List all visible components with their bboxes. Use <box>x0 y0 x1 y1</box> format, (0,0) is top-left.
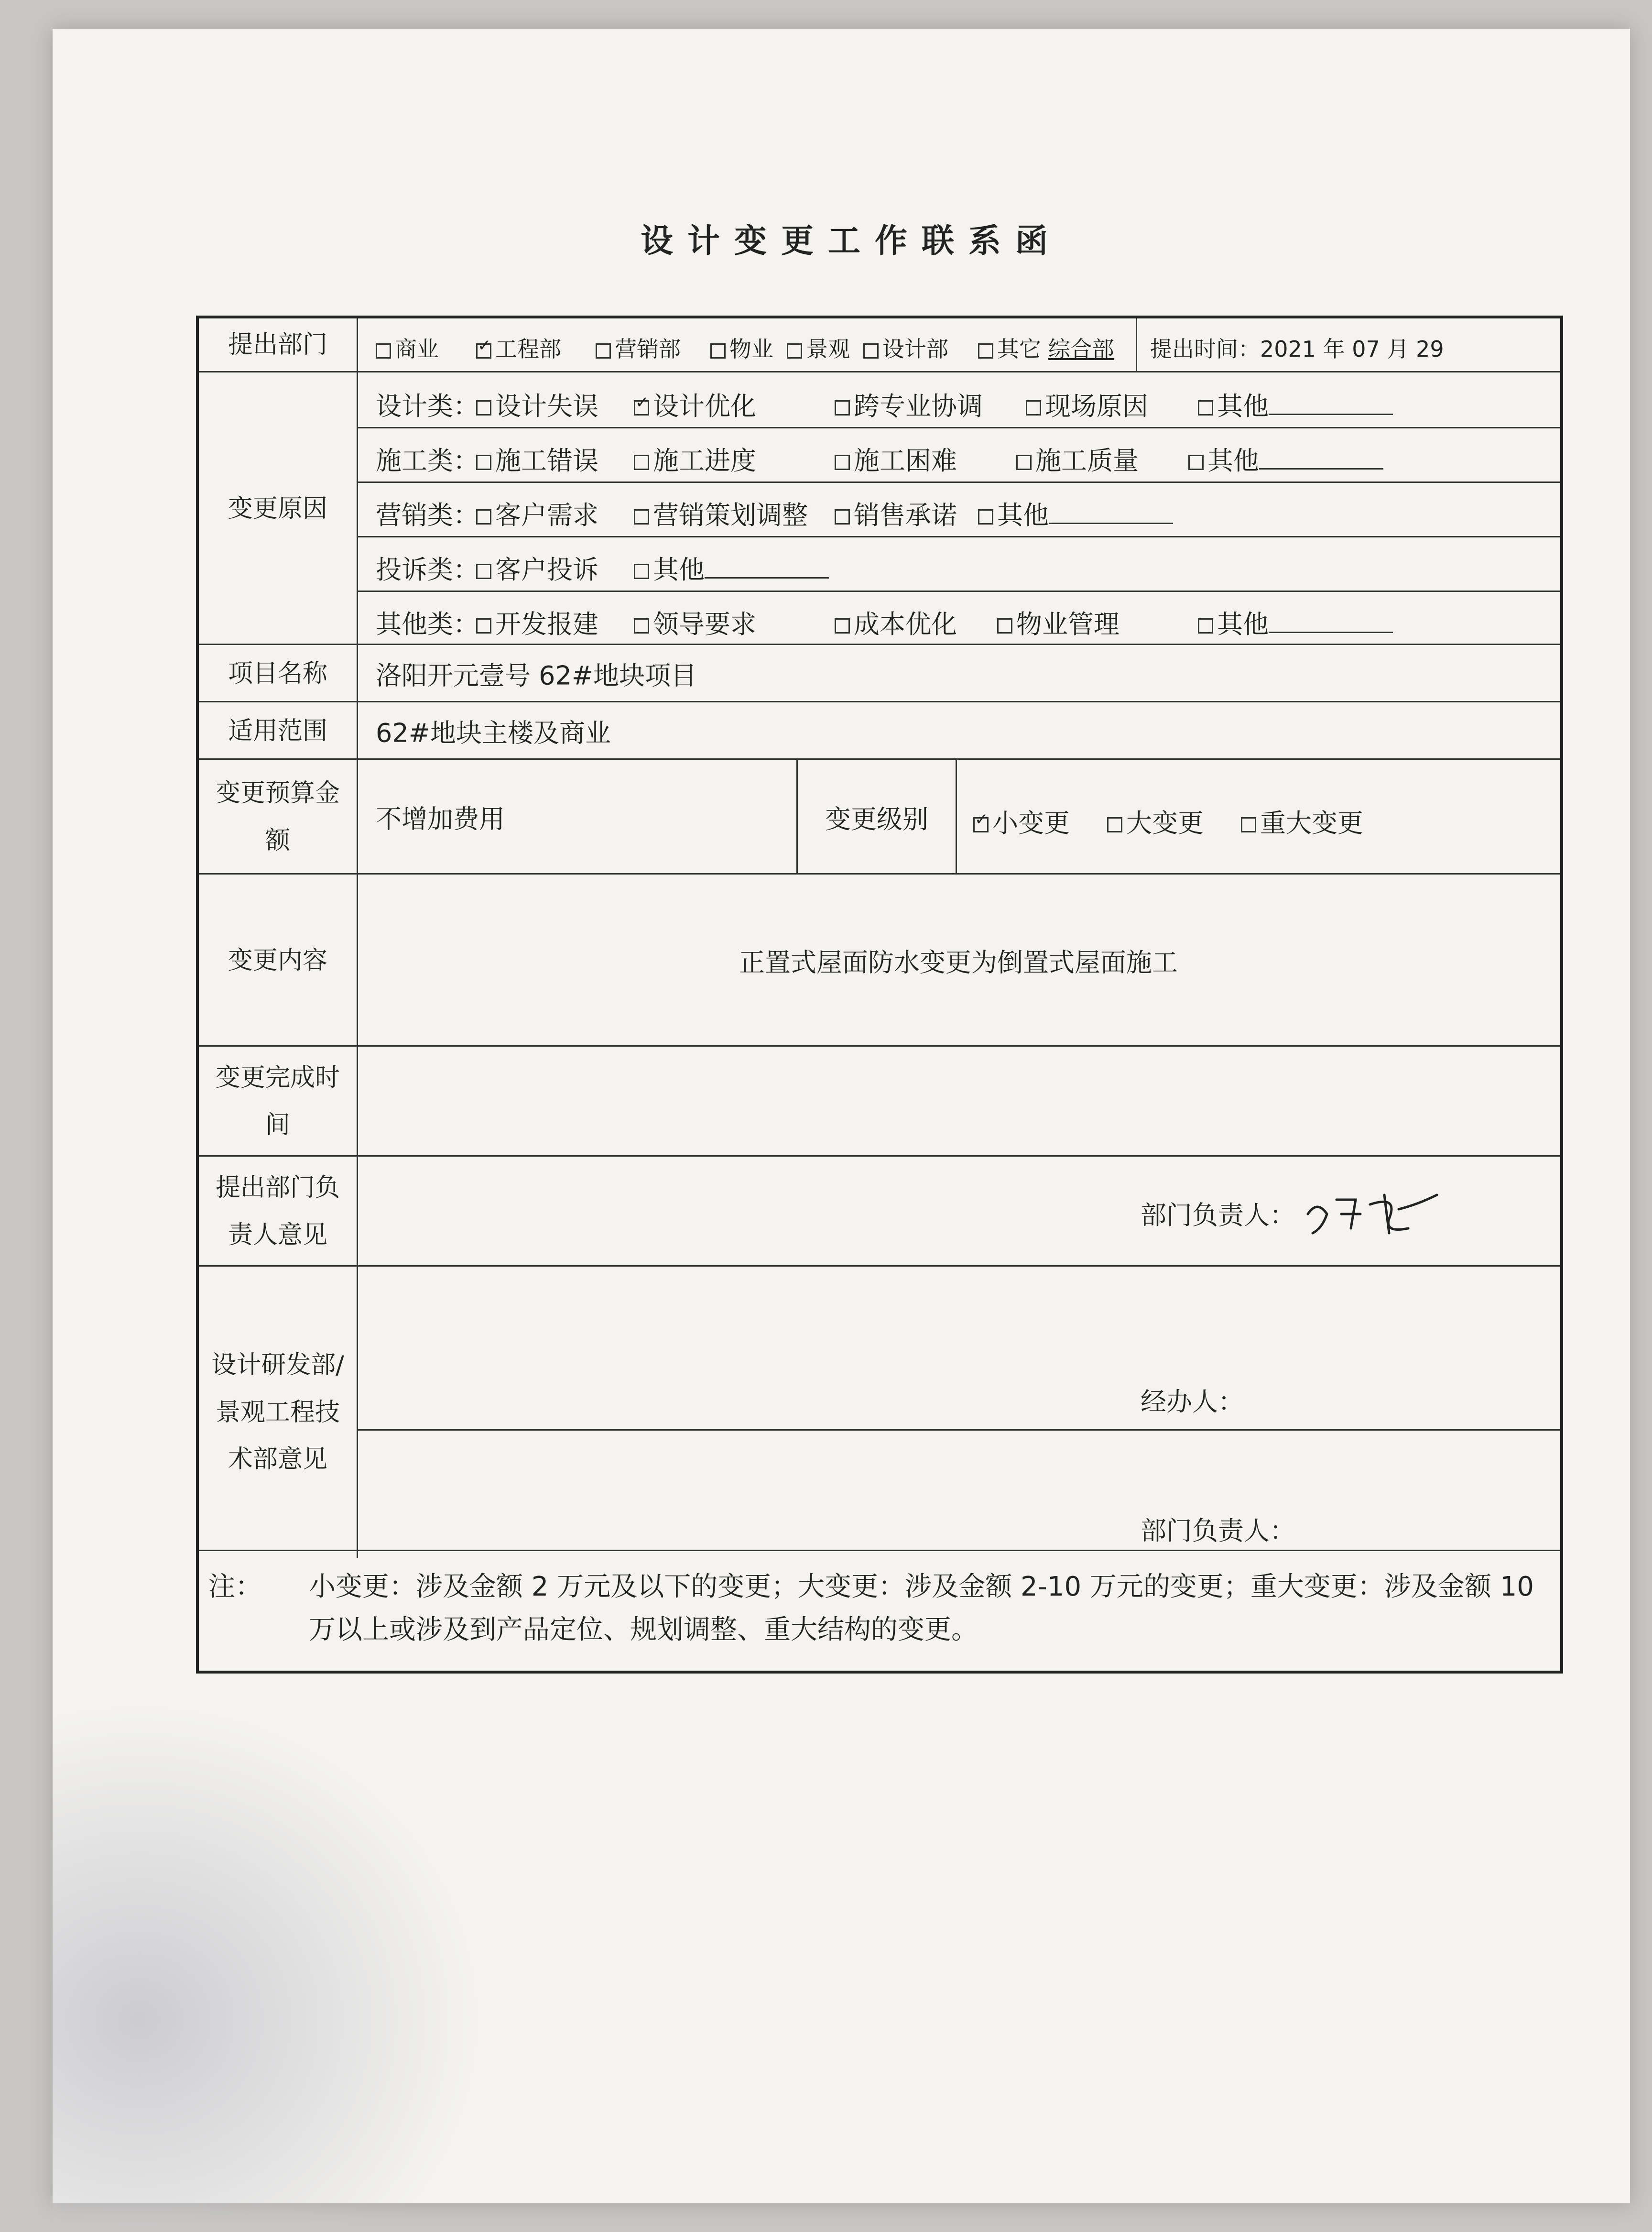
reason-option[interactable]: 物业管理 <box>997 604 1119 641</box>
checkbox-icon <box>634 564 649 579</box>
checkbox-icon <box>835 509 850 525</box>
checkbox-icon <box>835 618 850 634</box>
checkbox-checked-icon <box>634 400 649 416</box>
opinion-divider <box>357 1429 1560 1431</box>
reason-option[interactable]: 其他 <box>1198 386 1393 423</box>
checkbox-icon <box>634 618 649 634</box>
note-label: 注： <box>208 1571 262 1602</box>
dept-opinion-row <box>199 1155 1560 1267</box>
reason-option[interactable]: 跨专业协调 <box>835 386 983 423</box>
content-row <box>199 873 1560 1047</box>
checkbox-checked-icon <box>973 817 989 832</box>
handwritten-signature <box>1303 1185 1456 1243</box>
checkbox-icon <box>997 618 1012 634</box>
reason-option[interactable]: 其他 <box>1188 440 1383 477</box>
checkbox-icon <box>978 509 993 525</box>
checkbox-icon <box>1016 455 1032 470</box>
dept-option-other[interactable]: 其它 综合部 <box>978 332 1114 363</box>
reason-option[interactable]: 客户投诉 <box>476 549 598 586</box>
checkbox-icon <box>835 455 850 470</box>
content-label: 变更内容 <box>199 875 358 1047</box>
project-value: 洛阳开元壹号 62#地块项目 <box>376 660 697 691</box>
note-row <box>199 1550 1560 1671</box>
paper-sheet <box>53 29 1630 2203</box>
reason-group-marketing <box>357 481 1560 537</box>
reason-category: 营销类： <box>376 500 479 530</box>
reason-label: 变更原因 <box>199 372 358 645</box>
design-opinion-row <box>199 1265 1560 1558</box>
dept-head-sign-label: 部门负责人： <box>1141 1200 1295 1230</box>
checkbox-icon <box>476 564 491 579</box>
time-divider <box>1136 318 1137 371</box>
handler-sign-label: 经办人： <box>1141 1387 1244 1417</box>
level-option-major[interactable]: 重大变更 <box>1241 803 1363 840</box>
finish-time-row <box>199 1045 1560 1157</box>
budget-label: 变更预算金 额 <box>199 760 358 875</box>
dept-option-commercial[interactable]: 商业 <box>376 332 439 363</box>
reason-group-other <box>357 591 1560 645</box>
design-opinion-label: 设计研发部/ 景观工程技 术部意见 <box>199 1267 358 1558</box>
reason-category: 施工类： <box>376 446 479 476</box>
checkbox-checked-icon <box>476 343 491 359</box>
reason-group-complaint <box>357 536 1560 592</box>
reason-option[interactable]: 施工进度 <box>634 440 756 477</box>
checkbox-icon <box>634 455 649 470</box>
checkbox-icon <box>476 509 491 525</box>
scope-label: 适用范围 <box>199 702 358 760</box>
project-row <box>199 644 1560 702</box>
dept-other-value: 综合部 <box>1048 336 1114 362</box>
checkbox-icon <box>978 343 993 359</box>
checkbox-icon <box>1188 455 1204 470</box>
reason-category: 投诉类： <box>376 555 479 585</box>
reason-row <box>199 371 1560 645</box>
reason-group-design <box>357 372 1560 428</box>
note-text: 小变更：涉及金额 2 万元及以下的变更；大变更：涉及金额 2-10 万元的变更；重大变更：涉及金额 10 万以上或涉及到产品定位、规划调整、重大结构的变更。 <box>309 1571 1534 1645</box>
dept-option-engineering[interactable]: ✓ 工程部 <box>476 332 561 363</box>
project-label: 项目名称 <box>199 645 358 702</box>
reason-option[interactable]: 其他 <box>1198 604 1393 641</box>
change-form <box>196 316 1563 1674</box>
finish-time-label: 变更完成时 间 <box>199 1047 358 1157</box>
level-option-small[interactable]: ✓ 小变更 <box>973 803 1070 840</box>
checkbox-icon <box>476 400 491 416</box>
dept-options <box>357 318 1560 371</box>
checkbox-icon <box>1198 618 1213 634</box>
reason-option[interactable]: 其他 <box>634 549 829 586</box>
reason-option[interactable]: 开发报建 <box>476 604 598 641</box>
budget-value: 不增加费用 <box>376 804 505 834</box>
dept-option-marketing[interactable]: 营销部 <box>596 332 681 363</box>
checkbox-icon <box>596 343 611 359</box>
reason-groups <box>357 372 1560 645</box>
dept-label: 提出部门 <box>199 318 358 371</box>
dept-option-landscape[interactable]: 景观 <box>787 332 850 363</box>
reason-group-construction <box>357 427 1560 483</box>
reason-option[interactable]: 销售承诺 <box>835 495 957 532</box>
dept-opinion-label: 提出部门负 责人意见 <box>199 1157 358 1267</box>
checkbox-icon <box>1198 400 1213 416</box>
reason-category: 设计类： <box>376 391 479 421</box>
checkbox-icon <box>476 455 491 470</box>
checkbox-icon <box>1241 817 1256 832</box>
document-title: 设计变更工作联系函 <box>641 222 1063 260</box>
reason-option[interactable]: 现场原因 <box>1026 386 1148 423</box>
content-value: 正置式屋面防水变更为倒置式屋面施工 <box>739 947 1178 978</box>
design-head-sign-label: 部门负责人： <box>1141 1516 1295 1546</box>
scope-value: 62#地块主楼及商业 <box>376 718 611 748</box>
checkbox-icon <box>634 509 649 525</box>
finish-time-value[interactable] <box>357 1047 1560 1157</box>
checkbox-icon <box>1107 817 1122 832</box>
submit-time: 提出时间：2021 年 07 月 29 <box>1150 336 1444 362</box>
checkbox-icon <box>476 618 491 634</box>
reason-option[interactable]: 领导要求 <box>634 604 756 641</box>
submit-time-value: 2021 年 07 月 29 <box>1260 336 1444 362</box>
reason-option[interactable]: 施工错误 <box>476 440 598 477</box>
dept-row <box>199 318 1560 371</box>
checkbox-icon <box>863 343 879 359</box>
reason-category: 其他类： <box>376 609 479 639</box>
reason-option[interactable]: 设计失误 <box>476 386 598 423</box>
reason-option[interactable]: 成本优化 <box>835 604 957 641</box>
checkbox-icon <box>787 343 802 359</box>
checkbox-icon <box>1026 400 1041 416</box>
checkbox-icon <box>710 343 726 359</box>
hand-shadow <box>53 1702 483 2232</box>
level-option-large[interactable]: 大变更 <box>1107 803 1204 840</box>
reason-option[interactable]: 客户需求 <box>476 495 598 532</box>
dept-option-property[interactable]: 物业 <box>710 332 773 363</box>
reason-option[interactable]: 其他 <box>978 495 1173 532</box>
checkbox-icon <box>376 343 391 359</box>
level-label: 变更级别 <box>796 760 957 875</box>
reason-option[interactable]: 施工困难 <box>835 440 957 477</box>
budget-row <box>199 758 1560 875</box>
checkbox-icon <box>835 400 850 416</box>
dept-option-design[interactable]: 设计部 <box>863 332 948 363</box>
scope-row <box>199 701 1560 760</box>
reason-option[interactable]: ✓ 设计优化 <box>634 386 756 423</box>
reason-option[interactable]: 营销策划调整 <box>634 495 808 532</box>
reason-option[interactable]: 施工质量 <box>1016 440 1139 477</box>
